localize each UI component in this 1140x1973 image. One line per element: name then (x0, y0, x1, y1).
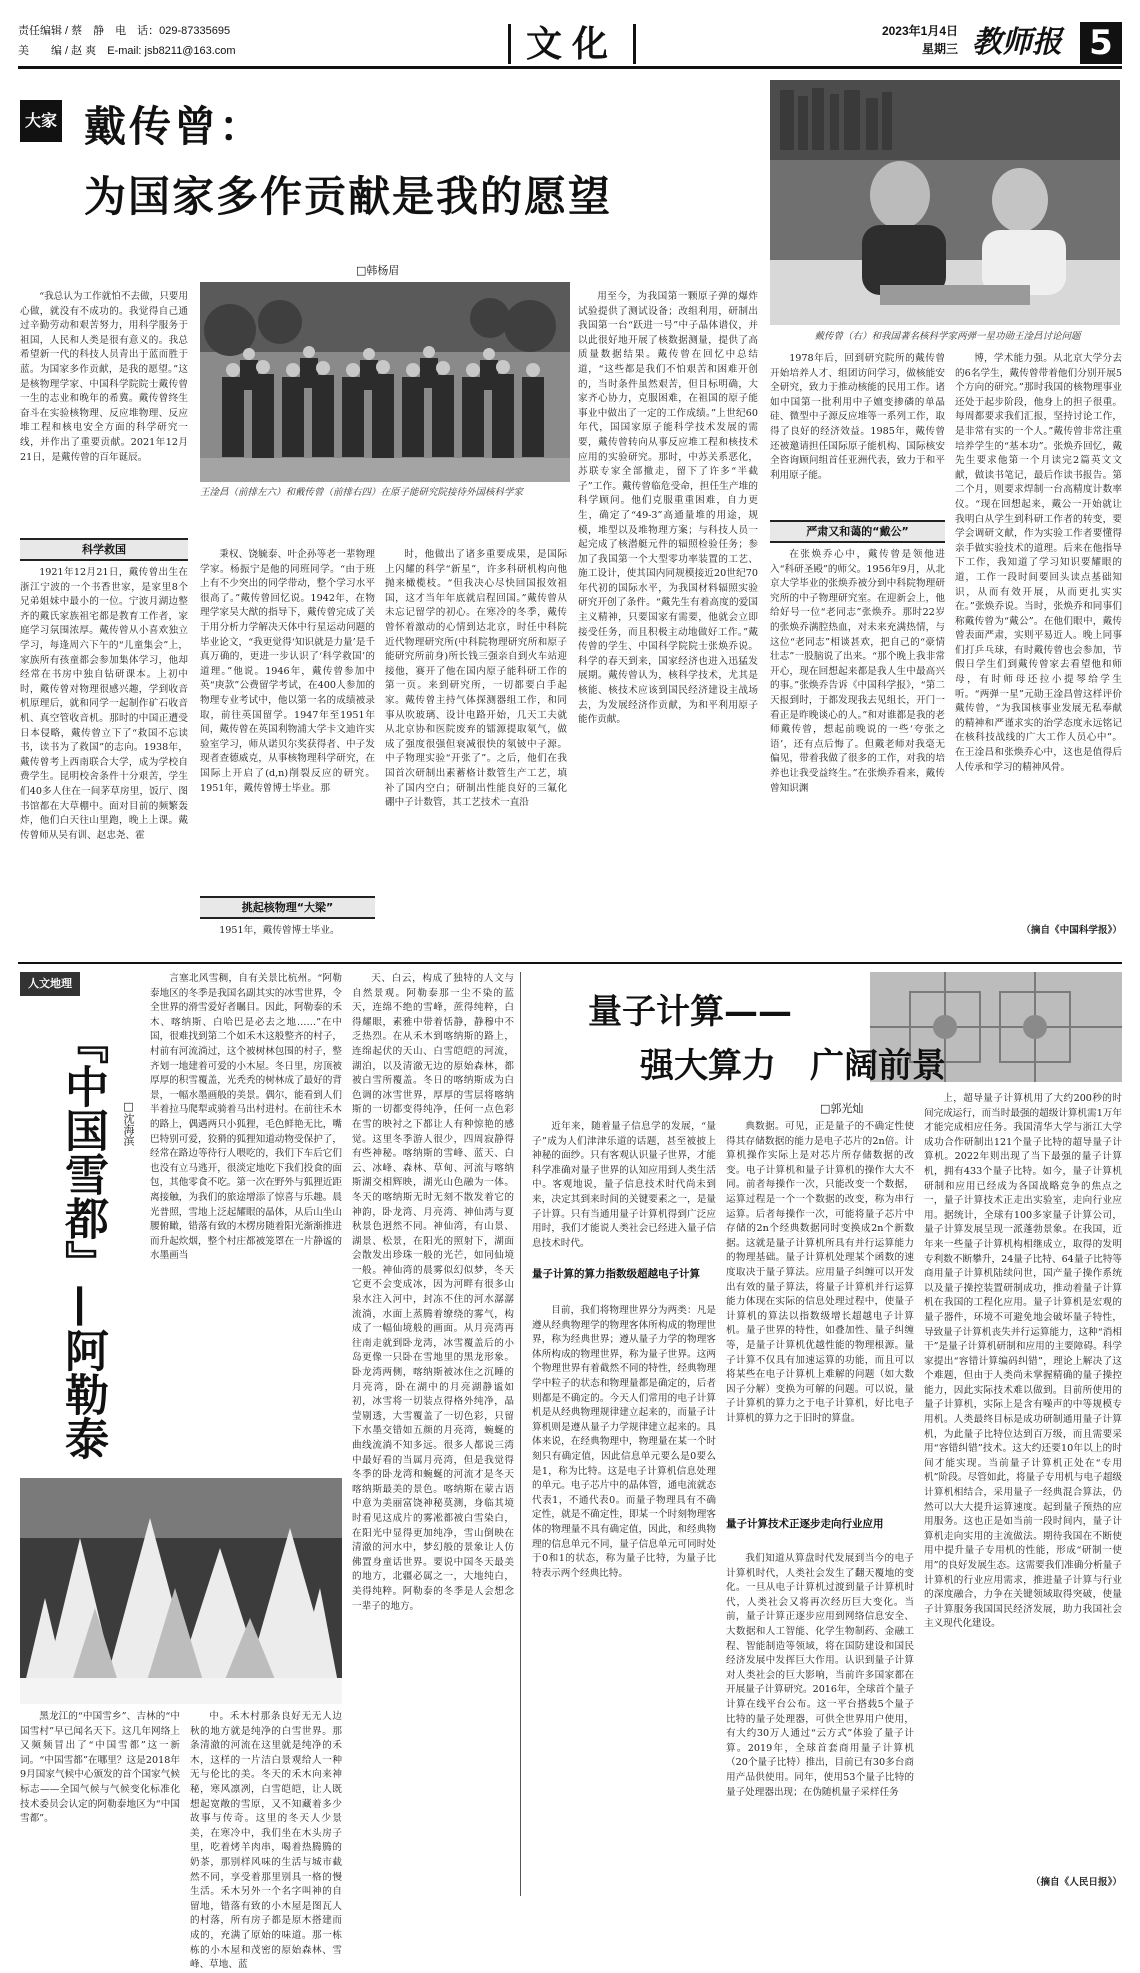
article3-col1-body (532, 1304, 716, 1896)
masthead-rule (18, 66, 1122, 69)
article1-col1-body (20, 566, 188, 951)
article1-col5-body (770, 548, 945, 953)
article2-col3-text: 天、白云，构成了独特的人文与自然景观。阿勒泰那一尘不染的蓝天，连绵不绝的雪峰，蔗得纯粹，白得耀眼，素雅中带着恬静，静穆中不乏热烈。在从禾木到喀纳斯的路上，连绵起伏的天山、白雪皑皑的河流，湖泊，以及清澈无边的原始森林，都被白雪所覆盖。冬日的喀纳斯成为白色调的冰雪世界，厚厚的雪层将喀纳斯的一切都变得纯净，任何一点色彩在雪的映衬之下都让人有种惊艳的感觉。这里冬季游人很少，四周寂静得有些神秘。喀纳斯的雪峰、蓝天、白云、冰峰、森林、草甸、河流与喀纳斯湖交相辉映，湖光山色融为一体。冬天的喀纳斯无时无刻不散发着它的神韵，卧龙湾、月亮湾、神仙湾与夏秋景色迥然不同。神仙湾，有山景、湖景、松景，在阳光的照射下，湖面会散发出珍珠一般的光芒，如同仙境一般。神仙湾的晨雾似幻似梦，冬天它更不会变成冰，因为河畔有很多山泉水注入河中，封冻不住的河水潺潺流淌，水面上蒸腾着缭绕的雾气，构成了一幅仙境般的画面。从月亮湾再往南走就到卧龙湾，冰雪覆盖后的小岛更像一只卧在雪地里的黑龙形象。卧龙湾两侧，喀纳斯被冰住之沉睡的月亮湾，卧在湖中的月亮湖静谧如初，冰雪将一切装点得格外纯净，晶莹剔透，大雪覆盖了一切色彩，只留下水墨交错如五颜的月亮湾，蜿蜒的曲线流淌不知多远。很多人都说三湾中最好看的当属月亮湾，但是我觉得冬季的卧龙湾和蜿蜒的河流才是冬天喀纳斯最美的景色。喀纳斯在蒙古语中意为美丽富饶神秘莫测，身临其境时看见这成片的雾凇都被白雪染白，在阳光中显得更加纯净，雪山倒映在清澈的河水中，梦幻般的景象让人仿佛置身童话世界。要说中国冬天最美的地方，北疆必属之一，大地纯白，美得纯粹。阿勒泰的冬季是人会想念一辈子的地方。 (352, 973, 514, 1612)
article2-col1-bottom (20, 1710, 180, 1896)
article2-title-char: 阿 (57, 1328, 108, 1372)
article1-col4-text: 用至今，为我国第一颗原子弹的爆炸试验提供了测试设备；改组利用，研制出我国第一台“跃进一号”中子晶体谱仪，并以此很好地开展了核数据测量，提供了高质量数据结果。戴传曾在回忆中总结道，“这些都是我们不怕艰苦和困难开创的，当时条件虽然艰苦，但目标明确，大家齐心协力，克服困难，在祖国的原子能事业中做出了一定的工作成绩。”上世纪60年代，国国家原子能科学技术发展的需要，戴传曾转向从事反应堆工程和核技术应用的实验研究。那时，中苏关系恶化，苏联专家全部撤走，留下了许多“半截子”工作。戴传曾临危受命，担任生产堆的科学顾问。他们克服重重困难，自力更生，确定了“49-3”高通量堆的用途，规模，堆型以及堆物理方案；与科技人员一起完成了核潜艇元件的辐照检验任务；参加了我国第一个大型零功率装置的工艺、施工设计，使其国内同规模接近20世纪70年代初的国际水平，为我国材料辐照实验研究开创了条件。“戴先生有着高度的爱国主义精神，只要国家有需要，他就会立即接受任务，而且积极主动地做好工作。”戴传曾的学生、中国科学院院士张焕乔说。科学的春天到来，国家经济也进入迅猛发展期。戴传曾认为，核科学技术，尤其是核能、核技术应该到国民经济建设主战场去，为发展经济作贡献，为和平利用原子能作贡献。 (578, 291, 758, 726)
article2-title-char: 『 (57, 1020, 108, 1064)
article3-col1-intro (532, 1120, 716, 1260)
photo-dai-and-wang (770, 80, 1120, 325)
article1-col6 (955, 352, 1122, 918)
article1-col5-body-text: 在张焕乔心中，戴传曾是领他进入“科研圣殿”的师父。1956年9月，从北京大学毕业的张焕乔被分到中科院物理研究所的中子物理研究室。在迎新会上，他给好号一位“老同志”张焕乔。那时22岁的张焕乔满腔热血，对未来充满热情，与这位“老同志”相谈甚欢，把自己的“豪情壮志”一股脑说了出来。“那个晚上我非常开心，现在回想起来都是我人生中最高兴的事。”张焕乔告诉《中国科学报》，“第二天报到时，于都发现我去见组长，开门一看正是昨晚谈心的人。”和对谁都是我的老师戴传曾，想起前晚说的一些‘夸张之语’，还有点后悔了。但戴老师对我毫无偏见，带着我做了很多的工作，对我的培养也让我受益终生。”在张焕乔看来，戴传曾知识渊 (770, 549, 945, 794)
article2-col1-text: 言塞北风雪稠，自有关景比杭州。“阿勒泰地区的冬季是我国名副其实的冰雪世界，令全世界的滑雪爱好者瞩目。因此，阿勒泰的禾木、喀纳斯、白哈巴是必去之地……”在中国，很难找到第二个如禾木这般整齐的村子，村前有河流淌过，这个被树林包围的村子，整齐划一地建着可爱的小木屋。冬日里，房顶被厚厚的积雪覆盖，光秃秃的树林成了最好的背景，一幅水墨画般的美景。偶尔，能看到人们半着拉马爬犁或骑着马出村进村。在前往禾木的路上，偶遇两只小狐狸，毛色鲜艳无比，嘴巴特别可爱，狡猾的狐狸知道动物受保护了，经常在路边等待行人喂吃的，我们下车后它们也没有立马逃开，很淡定地吃下我们投食的面包，其他零食不吃。第一次在野外与狐狸近距离接触，为我们的旅途增添了惊喜与乐趣。晨光普照，雪地上泛起耀眼的晶体，从后山坐山腰俯瞰，错落有致的木楞房随着阳光渐渐推进而升起炊烟，整个村庄都被笼罩在一片静谧的水墨画当 (150, 973, 342, 1262)
article2-title-char: — (57, 1284, 108, 1328)
article1-title-line2: 为国家多作贡献是我的愿望 (84, 172, 613, 221)
article1-subhead-daliang: 挑起核物理“大梁” (200, 896, 375, 919)
article3-col1-intro-text: 近年来，随着量子信息学的发展，“量子”成为人们津津乐道的话题，甚至被披上神秘的面纱。只有客观认识量子世界，才能科学准确对量子世界的认知应用到人类生活中。客观地说，量子信息技术时代尚未到来，决定其到来时间的关键要素之一，是量子计算。只有当通用量子计算机得到广泛应用时，我们才能说人类社会已经进入量子信息技术时代。 (532, 1121, 716, 1249)
article2-title-char: 』 (57, 1240, 108, 1284)
article3-col2-top (726, 1120, 914, 1512)
article2-col1-bottom-text: 黑龙江的“中国雪乡”、吉林的“中国雪村”早已闻名天下。这几年网络上又频频冒出了“中国雪都”这一新词。“中国雪都”在哪里？这是2018年9月国家气候中心颁发的首个国家气候标志——全国气候与气候变化标准化技术委员会认定的阿勒泰地区为“中国雪都”。 (20, 1711, 180, 1825)
article2-col2-text: 中。禾木村那条良好无无人边秋的地方就是纯净的白雪世界。那条清澈的河流在这里就是纯净的禾木，这样的一片洁白景观给人一种无与伦比的美。冬天的禾木向来神秘，寒风凛冽，白雪皑皑，让人既想起宽敞的雪原，又不知藏着多少故事与传奇。这里的冬天人少景美，在寒冷中，我们坐在木头房子里，吃着烤羊肉串，喝着热腾腾的奶茶，那别样风味的生活与城市截然不同，享受着那里别具一格的慢生活。禾木另外一个名字叫神的自留地，错落有致的小木屋是图瓦人的村落，所有房子都是原木搭建而成的，充满了原始的味道。那一栋栋的小木屋和茂密的原始森林、雪峰、草地、蓝 (190, 1711, 342, 1971)
article1-subhead-daigong: 严肃又和蔼的“戴公” (770, 520, 945, 543)
article1-col6-text: 博，学术能力强。从北京大学分去的6名学生，戴传曾带着他们分别开展5个方向的研究。”那时我国的核物理事业还处于起步阶段，他身上的担子很重。每周都要求我们汇报，坚持讨论工作，是非常有实的一个人。”戴传曾非常注重培养学生的“基本功”。张焕乔回忆，戴先生要求他第一个月读完2篇英文文献，做读书笔记，最后作读书报告。第二个月，则要求焊制一台高精度计数率仪。“现在回想起来，戴公一开始就让我明白从学生到科研工作者的转变，要学会调研文献，作为实验工作者要懂得亲手做实验技术的道理。后来在他指导下工作，我知道了学习知识要耀眼的道，工作一段时间要回头读点基础知识，从而有效开展，从而更扎实实在。”张焕乔说。当时，张焕乔和同事们称戴传曾为“戴公”。在他们眼中，戴传曾表面严肃，实则平易近人。晚上同事们打乒乓球，有时戴传曾也会参加，节假日学生们到戴传曾家去看望他和师母，有时师母还拉小提琴给学生听。“两弹一星”元勋王淦昌曾这样评价戴传曾，“为我国核事业发展无私奉献的精神和严谨求实的治学态度永远铭记在核科技战线的广大工作人员心中”。在王淦昌和张焕乔心中，这也是值得后人传承和学习的精神风骨。 (955, 353, 1122, 773)
paper-name: 教师报 (972, 25, 1062, 60)
article1-col5-top (770, 352, 945, 512)
article2-title-vertical (50, 1000, 110, 1480)
article1-col3-text: 时，他做出了诸多重要成果，是国际上闪耀的科学“新星”，许多科研机构向他抛来橄榄枝。“但我决心尽快回国报效祖国，这才当年年底就启程回国。”戴传曾从未忘记留学的初心。在寒冷的冬季，戴传曾怀着激动的心情到达北京，时任中科院近代物理研究所(中科院物理研究所和原子能研究所前身)所长钱三强亲自到火车站迎接他，赛开了他在国内原子能科研工作的第一页。来到研究所，一切都要白手起家。戴传曾主持气体探测器组工作，和同事从吹玻璃、设计电路开始，几天工夫就从北京协和医院废弃的镭源提取氡气，做成了强度很强但衰减很快的氡铍中子源。中子物理实验“开张了”。之后，他们在我国首次研制出素蓄格计数管生产工艺，填补了国内空白；研制出性能良好的三氟化硼中子计数管，其工艺技术一直沿 (385, 549, 567, 809)
article2-col1 (150, 972, 342, 1464)
article2-byline: □沈海滨 (122, 1100, 135, 1146)
article2-title-char: 勒 (57, 1372, 108, 1416)
article3-col2-body (726, 1552, 914, 1896)
article1-col2 (200, 548, 375, 888)
section-divider-vertical (520, 972, 521, 1896)
column-tag-renwen-dili-text: 人文地理 (28, 977, 72, 990)
article1-byline: □韩杨眉 (356, 264, 400, 277)
section-title-banner (508, 24, 636, 64)
article3-source: （摘自《人民日报》） (1030, 1877, 1122, 1888)
article2-title-char: 雪 (57, 1152, 108, 1196)
photo-dai-and-wang-caption: 戴传曾（右）和我国著名核科学家两弹一星功勋王淦昌讨论问题 (814, 331, 1081, 342)
article1-col1-body-text: 1921年12月21日，戴传曾出生在浙江宁波的一个书香世家，是家里8个兄弟姐妹中最小的一位。宁波月湖边整齐的戴氏家族祖宅都是教育工作者，家庭学习氛围浓厚。戴传曾从小喜欢独立学习，每逢周六下午的“儿童集会”上，家族所有孩童都会参加集体学习，他却经常在书房中独自钻研课本。上初中时，戴传曾对物理很感兴趣，学到收音机原理后，就和同学一起制作矿石收音机、真空管收音机。那时的中国正遭受日本侵略，戴传曾立下了“救国不忘读书，读书为了救国”的志向。1938年，戴传曾考上西南联合大学，成为学校自费学生。昆明校舍条件十分艰苦，学生们40多人住在一间茅草房里，饭厅、图书馆都在大草棚中。面对目前的频繁轰炸，他们白天往山里跑，晚上上课。戴传曾师从吴有训、赵忠尧、霍 (20, 567, 188, 841)
column-tag-dajia: 大家 (20, 100, 62, 142)
article1-col4 (578, 290, 758, 953)
photo-snow-forest (20, 1478, 342, 1704)
article2-title-char: 国 (57, 1108, 108, 1152)
article1-source: （摘自《中国科学报》） (1021, 925, 1122, 936)
article1-subhead-kexue-jiuguo: 科学救国 (20, 538, 188, 561)
article3-col1-body-text: 目前，我们将物理世界分为两类：凡是遵从经典物理学的物理客体所构成的物理世界，称为经典世界；遵从量子力学的物理客体所构成的物理世界，称为量子世界。这两个物理世界有着截然不同的特性，经典物理学中粒子的状态和物理量都是确定的，后者则都是不确定的。今天人们常用的电子计算机是从经典物理规律建立起来的，而量子计算机则是遵从量子力学规律建立起来的。具体来说，在经典物理中，物理量在某一个时刻只有确定值，因此信息单元要么是0要么是1，称为比特。这是电子计算机信息处理的单元。电子芯片中的晶体管，通电流就态代表1，不通代表0。而量子物理具有不确定性，就是不确定性，即某一个时刻物理客体的物理量不具有确定值，因此，和经典物理的信息单元不同，量子信息单元可同时处于0和1的状态，称为量子比特，为量子比特表示两个经典比特。 (532, 1305, 716, 1579)
column-tag-renwen-dili (20, 972, 80, 996)
masthead-weekday: 星期三 (921, 42, 958, 56)
article3-col2-body-text: 我们知道从算盘时代发展到当今的电子计算机时代，人类社会发生了翻天覆地的变化。一旦从电子计算机过渡到量子计算机时代，人类社会又将再次经历巨大变化。当前，量子计算正逐步应用到网络信息安全、大数据和人工智能、化学生物制药、金融工程、智能制造等领域，将在国防建设和国民经济发展中发挥巨大作用。认识到量子计算对人类社会的巨大影响，当前许多国家都在开展量子计算研究。2016年，全球首个量子计算在线平台公布。这一平台搭载5个量子比特的量子处理器，可供全世界用户使用，有大约30万人通过“云方式”体验了量子计算。2019年，全球首套商用量子计算机（20个量子比特）推出，目前已有30多台商用产品供使用。同年，使用53个量子比特的量子处理器出现；在伪随机量子采样任务 (726, 1553, 914, 1798)
article1-col1-intro (20, 290, 188, 530)
article3-subhead-suanli: 量子计算的算力指数级超越电子计算 (532, 1268, 700, 1280)
masthead-editor-line: 责任编辑 / 蔡 静 电 话：029-87335695 (18, 25, 231, 37)
article1-col1-intro-text: “我总认为工作就怕不去做，只要用心做，就没有不成功的。我觉得自己通过辛勤劳动和艰苦努力，用科学服务于祖国，人民和人类是很有意义的。我总希望新一代的科技人员青出于蓝而胜于蓝。为国家多作贡献，是我的愿望。”这是核物理学家、中国科学院院士戴传曾一生的志业和晚年的希冀。戴传曾终生奋斗在实验核物理、反应堆物理、反应堆工程和核电安全方面的科学研究一线，并作出了重要贡献。2021年12月21日，是戴传曾的百年诞辰。 (20, 291, 188, 463)
masthead-design-line: 美 编 / 赵 爽 E-mail: jsb8211@163.com (18, 45, 236, 57)
photo-group-caption: 王淦昌（前排左六）和戴传曾（前排右四）在原子能研究院接待外国核科学家 (200, 487, 524, 498)
photo-snow-forest-image (20, 1478, 342, 1704)
article3-title-line1: 量子计算—— (588, 992, 792, 1032)
article3-col3 (924, 1092, 1122, 1870)
photo-dai-and-wang-image (770, 80, 1120, 325)
section-title: 文化 (525, 23, 618, 65)
article3-col3-text: 上，超导量子计算机用了大约200秒的时间完成运行，而当时最强的超级计算机需1万年才能完成相应任务。我国清华大学与浙江大学成功合作研制出121个量子比特的超导量子计算机。2022年则出现了当下最强的量子计算机，拥有433个量子比特。如今，量子计算机研制和应用已经成为各国战略竞争的焦点之一，量子计算技术正走出实验室，走向行业应用。据统计，全球有100多家量子计算公司，量子计算发展呈现一派蓬勃景象。在我国，近年来一些量子计算机构相继成立，取得的发明专利数不断攀升，24量子比特、64量子比特等商用量子计算机陆续问世，国产量子操作系统以及量子操控装置研制成功，推动着量子计算机在我国的工程化应用。量子计算机是宏观的量子器件，环境不可避免地会破坏量子特性，导致量子计算机丧失并行运算能力，这种“消相干”是量子计算机研制和应用的主要障碍。科学家提出“容错计算编码纠错”，理论上解决了这个难题，但由于人类尚未掌握精确的量子操控能力，因此实际技术难以做到。目前所使用的量子计算机，实际上是含有噪声的中等规模专用机。人类最终目标是成功研制通用量子计算机，为此量子比特位达到百万级，而且需要采用“容错纠错”技术。这大约还要10年以上的时间才能实现。当前量子计算机正处在“专用机”阶段。尽管如此，将量子专用机与电子超级计算机相结合，采用量子一经典混合算法，仍然可以大大提升运算速度。起到量子预热的应用服务。这也正是如当前一段时间内，量子计算机走向实用的主流做法。期待我国在不断使用中提升量子专用机的性能，形成“研制一使用”的良好发展生态。这需要我们准确分析量子计算机的行业应用需求，推进量子计算与行业的深度融合，力争在关键领域取得突破，使量子计算服务我国国民经济发展，助力我国社会主义现代化建设。 (924, 1093, 1122, 1630)
masthead-date: 2023年1月4日 (881, 24, 958, 38)
article2-title-char: 泰 (57, 1416, 108, 1460)
photo-group-scientists-image (200, 282, 570, 482)
article3-col2-top-text: 典数据。可见，正是量子的不确定性使得其存储数据的能力是电子芯片的2n倍。计算机操作实际上是对芯片所存储数据的改变。电子计算机和量子计算机的操作大大不同。前者每操作一次，只能改变一个数据，运算过程是一个一个数据的改变，称为串行运算。后者每操作一次，可能将量子芯片中存储的2n个经典数据同时变换成2n个新数据。这就是量子计算机所具有并行运算能力的物理基础。量子计算机处理某个函数的速度取决于量子算法。应用量子纠缠可以开发出有效的量子算法，将量子计算机并行运算能力体现在实际的信息处理过程中，使量子计算机的算法以指数级增长超越电子计算机。量子世界的特性，如叠加性、量子纠缠等，是量子计算机优越性能的物理根源。量子计算不仅具有加速运算的功能，而且可以将某些在电子计算机上难解的问题（如大数因子分解）变换为可解的问题。可以说，量子计算机的算力之于电子计算机，好比电子计算机的算力之于旧时的算盘。 (726, 1121, 914, 1424)
article1-col2-text: 秉权、饶毓泰、叶企孙等老一辈物理学家。杨振宁是他的同班同学。“由于班上有不少突出的同学带动，整个学习水平很高了。”戴传曾回忆说。1942年，在物理学家吴大猷的指导下，戴传曾完成了关于用分析力学解决天体中行星运动问题的毕业论文，“我更觉得‘知识就是力量’是千真万确的，更进一步认识了‘科学救国’的道理。”他说。1946年，戴传曾参加中英“庚款”公费留学考试，在400人参加的物理专业考试中，他以第一名的成绩被录取，前往英国留学。1947年至1951年间，戴传曾在英国利物浦大学卡文迪许实验室学习，师从诺贝尔奖获得者、中子发现者查德威克，从事核物理科学研究，在国际上开启了(d,n)削裂反应的研究。1951年，戴传曾博士毕业。那 (200, 549, 375, 794)
article2-col3 (352, 972, 514, 1896)
article1-col5-top-text: 1978年后，回到研究院所的戴传曾开始培养人才、组团访问学习，做核能安全研究，致力于推动核能的民用工作。诸如中国第一批利用中子嬗变掺磷的单晶硅、微型中子源反应堆等一系列工作，取得了良好的经济效益。1985年，戴传曾还被邀请担任国际原子能机构、国际核安全咨询顾问组首任亚洲代表，致力于和平利用原子能。 (770, 353, 945, 481)
article2-title-char: 中 (57, 1064, 108, 1108)
photo-group-scientists (200, 282, 570, 482)
page-number: 5 (1080, 22, 1122, 64)
article3-byline: □郭光灿 (820, 1102, 864, 1115)
article1-title-line1: 戴传曾： (84, 102, 265, 151)
article3-title-line2: 强大算力 广阔前景 (640, 1046, 946, 1086)
article3-subhead-yingyong: 量子计算技术正逐步走向行业应用 (726, 1518, 884, 1530)
article1-col3 (385, 548, 567, 953)
article2-title-char: 都 (57, 1196, 108, 1240)
article2-col2 (190, 1710, 342, 1971)
article1-col2-tail: 1951年，戴传曾博士毕业。 (219, 925, 340, 936)
section-divider-1 (18, 962, 1122, 964)
